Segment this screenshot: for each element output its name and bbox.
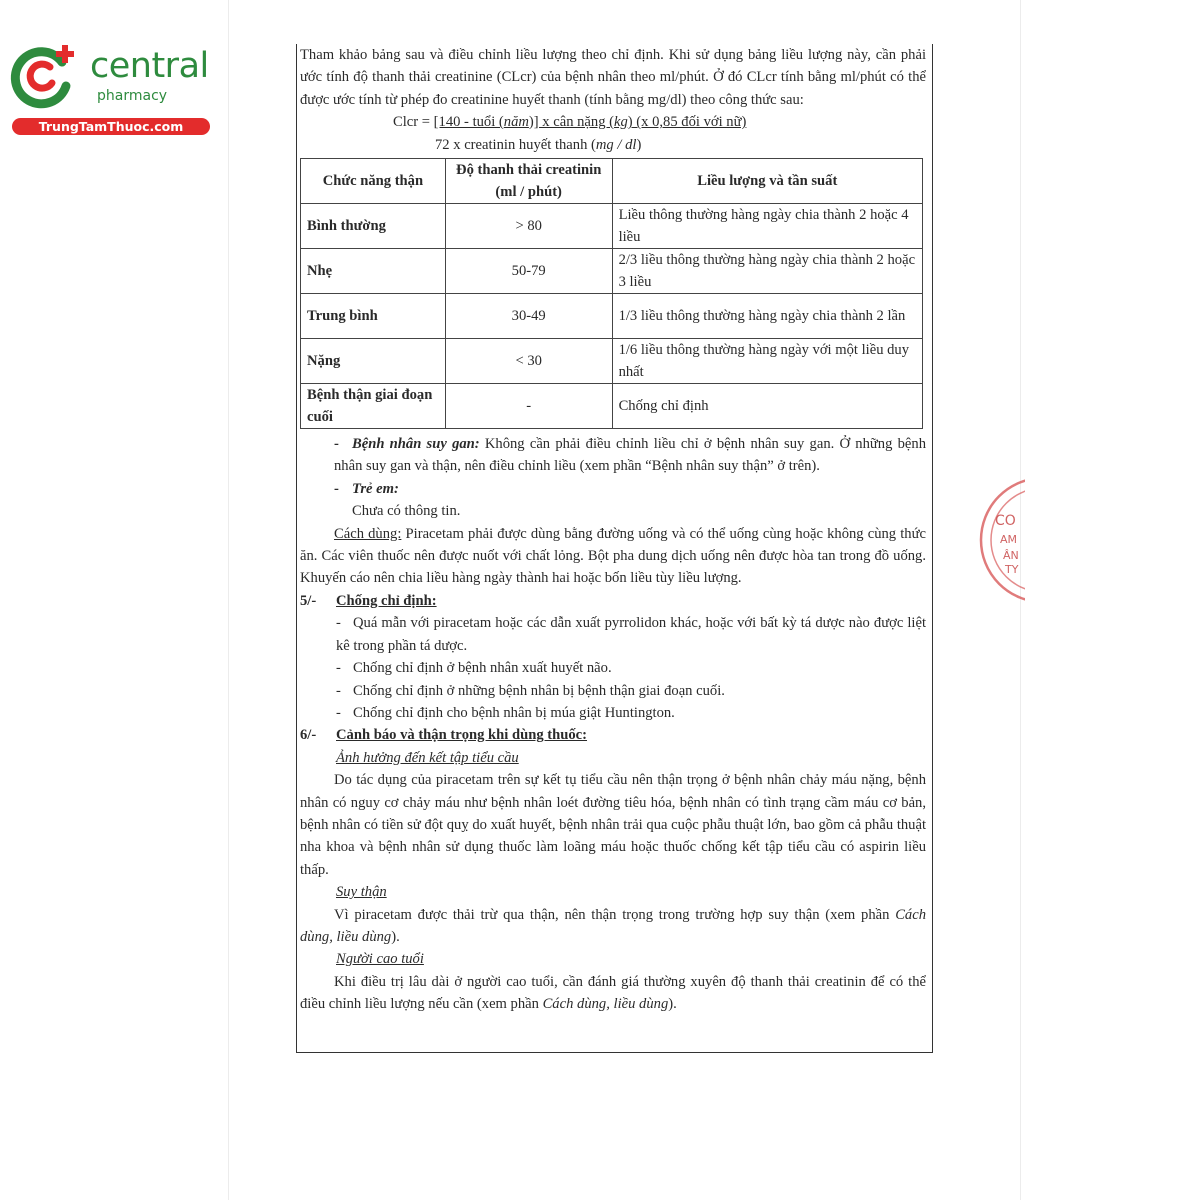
list-item: - Chống chỉ định ở những bệnh nhân bị bệnh thận giai đoạn cuối.	[336, 682, 725, 699]
section-5-heading	[300, 590, 926, 612]
svg-text:CO: CO	[995, 513, 1016, 529]
cell-renal-function: Nhẹ	[301, 249, 446, 294]
cell-clearance: 50-79	[445, 249, 612, 294]
cell-dose: Chống chỉ định	[612, 384, 922, 429]
liver-text: Không cần phải điều chỉnh liều chỉ ở bệnh nhân suy gan. Ở những bệnh nhân suy gan và thận, nên điều chỉnh liều (xem phần “Bệnh nhân suy thận” ở trên).	[334, 436, 926, 475]
liver-label: Bệnh nhân suy gan:	[352, 436, 480, 453]
section-5-title: Chống chỉ định:	[336, 592, 437, 609]
renal-dose-table	[300, 158, 923, 429]
table-row	[301, 204, 923, 249]
cell-clearance: > 80	[445, 204, 612, 249]
header-clearance: Độ thanh thải creatinin (ml / phút)	[445, 159, 612, 204]
logo-subtitle: pharmacy	[97, 88, 168, 104]
cell-renal-function: Bệnh thận giai đoạn cuối	[301, 384, 446, 429]
header-renal-function: Chức năng thận	[301, 159, 446, 204]
usage-paragraph	[300, 523, 926, 590]
formula-prefix: Clcr =	[393, 114, 434, 131]
section-5-number: 5/-	[300, 592, 317, 609]
cell-renal-function: Nặng	[301, 339, 446, 384]
section-6-title: Cảnh báo và thận trọng khi dùng thuốc:	[336, 727, 588, 744]
cell-renal-function: Trung bình	[301, 294, 446, 339]
children-text: Chưa có thông tin.	[352, 503, 461, 520]
renal-paragraph: Vì piracetam được thải trừ qua thận, nên thận trọng trong trường hợp suy thận (xem phần Cách dùng, liều dùng).	[300, 906, 926, 945]
elderly-paragraph: Khi điều trị lâu dài ở người cao tuổi, cần đánh giá thường xuyên độ thanh thải creatinin để có thể điều chỉnh liều lượng nếu cần (xem phần Cách dùng, liều dùng).	[300, 973, 926, 1013]
children-label: Trẻ em:	[352, 480, 399, 497]
company-seal-stamp	[975, 465, 1025, 615]
elderly-subtitle: Người cao tuổi	[336, 951, 424, 968]
liver-impairment-paragraph	[300, 433, 926, 478]
formula-denominator: 72 x creatinin huyết thanh (mg / dl)	[435, 136, 642, 153]
section-6-number: 6/-	[300, 727, 317, 744]
logo-name: central	[90, 46, 209, 86]
section-6-heading	[300, 724, 926, 746]
cell-dose: 1/6 liều thông thường hàng ngày với một liều duy nhất	[612, 339, 922, 384]
renal-subtitle: Suy thận	[336, 884, 387, 901]
pharmacy-cross-icon	[10, 40, 80, 110]
svg-text:TY: TY	[1005, 563, 1019, 576]
cell-dose: 1/3 liều thông thường hàng ngày chia thành 2 lần	[612, 294, 922, 339]
cell-dose: Liều thông thường hàng ngày chia thành 2 hoặc 4 liều	[612, 204, 922, 249]
children-heading	[300, 478, 926, 500]
list-item: - Quá mẫn với piracetam hoặc các dẫn xuất pyrrolidon khác, hoặc với bất kỳ tá dược nào được liệt kê trong phần tá dược.	[336, 615, 926, 654]
page-edge-left	[228, 0, 229, 1200]
intro-paragraph: Tham khảo bảng sau và điều chỉnh liều lượng theo chỉ định. Khi sử dụng bảng liều lượng này, cần phải ước tính độ thanh thải creatinine (CLcr) của bệnh nhân theo ml/phút. Ở đó CLcr tính bằng ml/phút có thể được ước tính từ phép đo creatinine huyết thanh (tính bằng mg/dl) theo công thức sau:	[300, 47, 926, 108]
logo-url[interactable]: TrungTamThuoc.com	[12, 118, 210, 135]
svg-text:ÂN: ÂN	[1003, 549, 1019, 562]
bullet-dash: -	[334, 480, 339, 497]
cell-renal-function: Bình thường	[301, 204, 446, 249]
platelet-subtitle: Ảnh hưởng đến kết tập tiểu cầu	[336, 749, 519, 766]
document-content	[300, 44, 926, 1016]
usage-text: Piracetam phải được dùng bằng đường uống và có thể uống cùng hoặc không cùng thức ăn. Các viên thuốc nên được nuốt với chất lỏng. Bột pha dung dịch uống nên được hòa tan trong đồ uống. Khuyến cáo nên chia liều hàng ngày thành hai hoặc bốn liều tùy liều lượng.	[300, 525, 926, 587]
list-item: - Chống chỉ định cho bệnh nhân bị múa giật Huntington.	[336, 704, 675, 721]
table-row	[301, 294, 923, 339]
table-header-row	[301, 159, 923, 204]
list-item: - Chống chỉ định ở bệnh nhân xuất huyết não.	[336, 660, 612, 677]
cell-clearance: -	[445, 384, 612, 429]
bullet-dash: -	[334, 436, 339, 453]
cell-clearance: < 30	[445, 339, 612, 384]
formula-numerator: Clcr = [140 - tuổi (năm)] x cân nặng (kg) (x 0,85 đối với nữ)	[393, 114, 747, 131]
cell-clearance: 30-49	[445, 294, 612, 339]
table-row	[301, 384, 923, 429]
usage-label: Cách dùng:	[334, 525, 402, 542]
central-pharmacy-logo[interactable]	[10, 36, 215, 136]
platelet-paragraph: Do tác dụng của piracetam trên sự kết tụ tiểu cầu nên thận trọng ở bệnh nhân chảy máu nặng, bệnh nhân có nguy cơ chảy máu như bệnh nhân loét đường tiêu hóa, bệnh nhân có tình trạng cầm máu cơ bản, bệnh nhân có tiền sử đột quỵ do xuất huyết, bệnh nhân trải qua cuộc phẫu thuật lớn, bao gồm cả phẫu thuật nha khoa và bệnh nhân sử dụng thuốc làm loãng máu hoặc thuốc chống kết tập tiểu cầu có aspirin liều thấp.	[300, 772, 926, 878]
cell-dose: 2/3 liều thông thường hàng ngày chia thành 2 hoặc 3 liều	[612, 249, 922, 294]
table-row	[301, 339, 923, 384]
table-row	[301, 249, 923, 294]
svg-text:AM: AM	[1000, 533, 1018, 546]
header-dose-frequency: Liều lượng và tần suất	[612, 159, 922, 204]
